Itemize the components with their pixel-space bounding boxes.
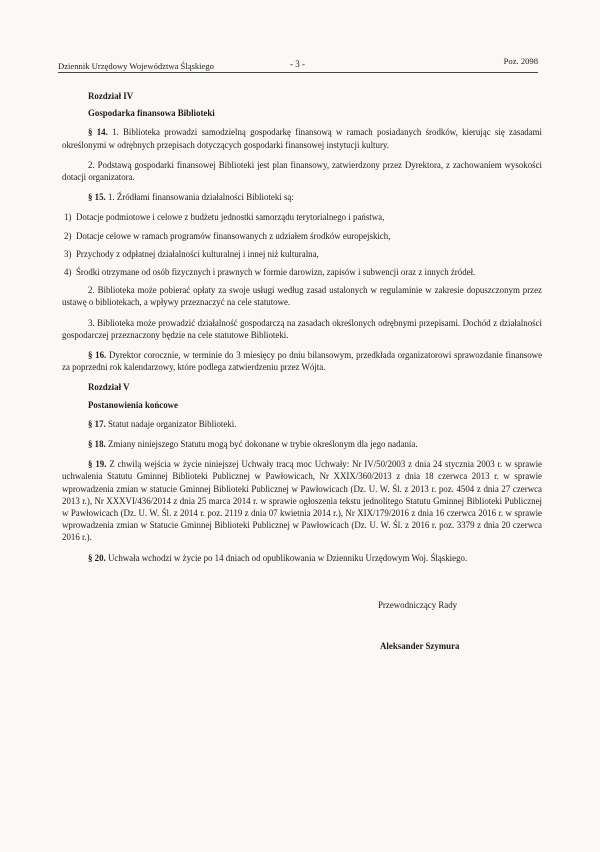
paragraph-18-text: Zmiany niniejszego Statutu mogą być dokonane w trybie określonym dla jego nadania.	[107, 439, 418, 450]
list-item	[62, 266, 542, 278]
paragraph-20-text: Uchwała wchodzi w życie po 14 dniach od opublikowania w Dzienniku Urzędowym Woj. Śląskiego.	[107, 552, 468, 563]
paragraph-18	[62, 438, 542, 450]
paragraph-17-text: Statut nadaje organizator Biblioteki.	[107, 418, 237, 429]
section-16-label: § 16.	[88, 350, 107, 361]
list-item	[62, 211, 542, 223]
chapter-4-title: Rozdział IV	[88, 91, 134, 101]
paragraph-17	[62, 418, 542, 430]
journal-title: Dziennik Urzędowy Województwa Śląskiego	[58, 61, 214, 71]
paragraph-15-3: 3. Biblioteka może prowadzić działalność gospodarczą na zasadach określonych odrębnymi przepisami. Dochód z działalności gospodarczej przeznaczony będzie na cele statutowe Biblioteki.	[62, 317, 542, 340]
paragraph-14-1-text: 1. Biblioteka prowadzi samodzielną gospodarkę finansową w ramach posiadanych środków, kierując się zasadami określonymi w odrębnych przepisach dotyczących gospodarki finansowej instytucji kultury.	[62, 127, 543, 150]
position-number: Poz. 2098	[503, 56, 538, 66]
paragraph-19-text: Z chwilą wejścia w życie niniejszej Uchwały tracą moc Uchwały: Nr IV/50/2003 z dnia 24 stycznia 2003 r. w sprawie uchwalenia Statutu Gminnej Biblioteki Publicznej w Pawłowicach, Nr XXIX/360/2013 z dnia 18 czerwca 2013 r. w sprawie wprowadzenia zmian w statucie Gminnej Biblioteki Publicznej w Pawłowicach (Dz. U. W. Śl. z 2013 r. poz. 4504 z dnia 27 czerwca 2013 r.), Nr XXXVI/436/2014 z dnia 25 marca 2014 r. w sprawie ogłoszenia tekstu jednolitego Statutu Gminnej Biblioteki Publicznej w Pawłowicach (Dz. U. W. Śl. z 2014 r. poz. 2119 z dnia 07 kwietnia 2014 r.), Nr XIX/179/2016 z dnia 16 czerwca 2016 r. w sprawie wprowadzenia zmian w Statucie Gminnej Biblioteki Publicznej w Pawłowicach (Dz. U. W. Śl. z 2016 r. poz. 3379 z dnia 20 czerwca 2016 r.).	[62, 459, 542, 543]
paragraph-14-1	[62, 126, 542, 150]
section-15-label: § 15.	[88, 192, 106, 203]
page-number: - 3 -	[290, 59, 305, 69]
section-14-label: § 14.	[88, 127, 108, 138]
section-17-label: § 17.	[88, 418, 106, 429]
signature-title: Przewodniczący Rady	[378, 600, 458, 610]
paragraph-15-1-text: 1. Źródłami finansowania działalności Biblioteki są:	[107, 192, 294, 203]
signature-name: Aleksander Szymura	[380, 641, 460, 651]
list-item-number: 2)	[64, 230, 72, 241]
paragraph-16-text: Dyrektor corocznie, w terminie do 3 miesięcy po dniu bilansowym, przedkłada organizatorowi sprawozdanie finansowe za poprzedni rok kalendarzowy, które podlega zatwierdzeniu przez Wójta.	[62, 350, 543, 373]
paragraph-15-1	[62, 191, 542, 203]
paragraph-16	[62, 349, 542, 373]
section-20-label: § 20.	[88, 552, 106, 563]
list-item-text: Przychody z odpłatnej działalności kulturalnej i innej niż kulturalna,	[76, 248, 319, 259]
list-item-number: 3)	[64, 248, 72, 259]
list-item	[62, 248, 542, 260]
paragraph-14-2: 2. Podstawą gospodarki finansowej Biblioteki jest plan finansowy, zatwierdzony przez Dyrektora, z zachowaniem wysokości dotacji organizatora.	[62, 159, 542, 183]
list-item	[62, 230, 542, 242]
document-body	[62, 90, 542, 572]
chapter-5-title: Rozdział V	[88, 382, 130, 393]
chapter-4-subtitle: Gospodarka finansowa Biblioteki	[88, 108, 215, 119]
section-19-label: § 19.	[88, 459, 107, 470]
chapter-5-subtitle: Postanowienia końcowe	[88, 399, 178, 410]
paragraph-19	[62, 458, 542, 543]
list-item-text: Środki otrzymane od osób fizycznych i prawnych w formie darowizn, zapisów i subwencji oraz z innych źródeł.	[76, 267, 476, 278]
list-item-number: 4)	[64, 267, 72, 278]
list-item-text: Dotacje podmiotowe i celowe z budżetu jednostki samorządu terytorialnego i państwa,	[76, 212, 385, 223]
paragraph-15-2: 2. Biblioteka może pobierać opłaty za swoje usługi według zasad ustalonych w regulaminie w zakresie dopuszczonym przez ustawę o bibliotekach, a wpływy przeznaczyć na cele statutowe.	[62, 285, 542, 308]
section-18-label: § 18.	[88, 439, 106, 450]
page-header	[58, 56, 538, 73]
list-item-text: Dotacje celowe w ramach programów finansowanych z udziałem środków europejskich,	[76, 230, 391, 241]
paragraph-20	[62, 552, 542, 564]
list-item-number: 1)	[64, 212, 72, 223]
